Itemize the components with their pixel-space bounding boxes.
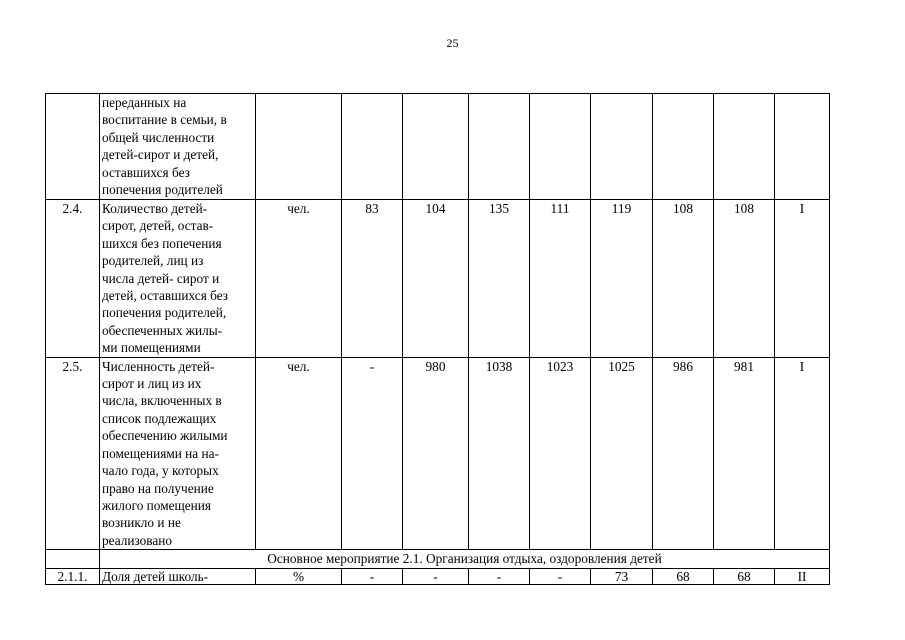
value-cell: [714, 94, 775, 200]
value-cell: 104: [403, 200, 469, 358]
value-cell: [342, 94, 403, 200]
value-cell: -: [342, 568, 403, 584]
category-cell: II: [775, 568, 830, 584]
value-cell: [403, 94, 469, 200]
value-cell: 981: [714, 357, 775, 549]
value-cell: 135: [469, 200, 530, 358]
table-row: [46, 357, 830, 549]
table-row: [46, 568, 830, 584]
value-cell: 986: [653, 357, 714, 549]
table-row: [46, 94, 830, 200]
category-cell: I: [775, 357, 830, 549]
value-cell: 73: [591, 568, 653, 584]
value-cell: -: [530, 568, 591, 584]
value-cell: 1025: [591, 357, 653, 549]
indicators-table: [45, 93, 830, 585]
indicator-name: переданных на воспитание в семьи, в общей численности детей-сирот и детей, оставшихся без попечения родителей: [100, 94, 256, 200]
page-number: 25: [446, 36, 459, 50]
category-cell: I: [775, 200, 830, 358]
value-cell: [653, 94, 714, 200]
table-row: [46, 200, 830, 358]
row-number: 2.5.: [46, 357, 100, 549]
value-cell: 980: [403, 357, 469, 549]
value-cell: [591, 94, 653, 200]
value-cell: -: [342, 357, 403, 549]
value-cell: 1038: [469, 357, 530, 549]
value-cell: 108: [653, 200, 714, 358]
value-cell: [469, 94, 530, 200]
indicator-name: Численность детей- сирот и лиц из их числа, включенных в список подлежащих обеспечению жилыми помещениями на на- чало года, у которых право на получение жилого помещения возникло и не реализовано: [100, 357, 256, 549]
section-number-cell: [46, 550, 100, 568]
section-title: Основное мероприятие 2.1. Организация отдыха, оздоровления детей: [100, 550, 830, 568]
value-cell: 83: [342, 200, 403, 358]
section-row: [46, 550, 830, 568]
value-cell: 68: [653, 568, 714, 584]
unit-cell: чел.: [256, 200, 342, 358]
value-cell: 111: [530, 200, 591, 358]
row-number: 2.1.1.: [46, 568, 100, 584]
value-cell: 108: [714, 200, 775, 358]
unit-cell: чел.: [256, 357, 342, 549]
value-cell: 68: [714, 568, 775, 584]
unit-cell: %: [256, 568, 342, 584]
value-cell: 1023: [530, 357, 591, 549]
value-cell: [530, 94, 591, 200]
row-number: 2.4.: [46, 200, 100, 358]
indicator-name: Доля детей школь-: [100, 568, 256, 584]
category-cell: [775, 94, 830, 200]
unit-cell: [256, 94, 342, 200]
value-cell: -: [403, 568, 469, 584]
value-cell: -: [469, 568, 530, 584]
row-number: [46, 94, 100, 200]
indicator-name: Количество детей- сирот, детей, остав- шихся без попечения родителей, лиц из числа детей- сирот и детей, оставшихся без попечения родителей, обеспеченных жилы- ми помещениями: [100, 200, 256, 358]
value-cell: 119: [591, 200, 653, 358]
